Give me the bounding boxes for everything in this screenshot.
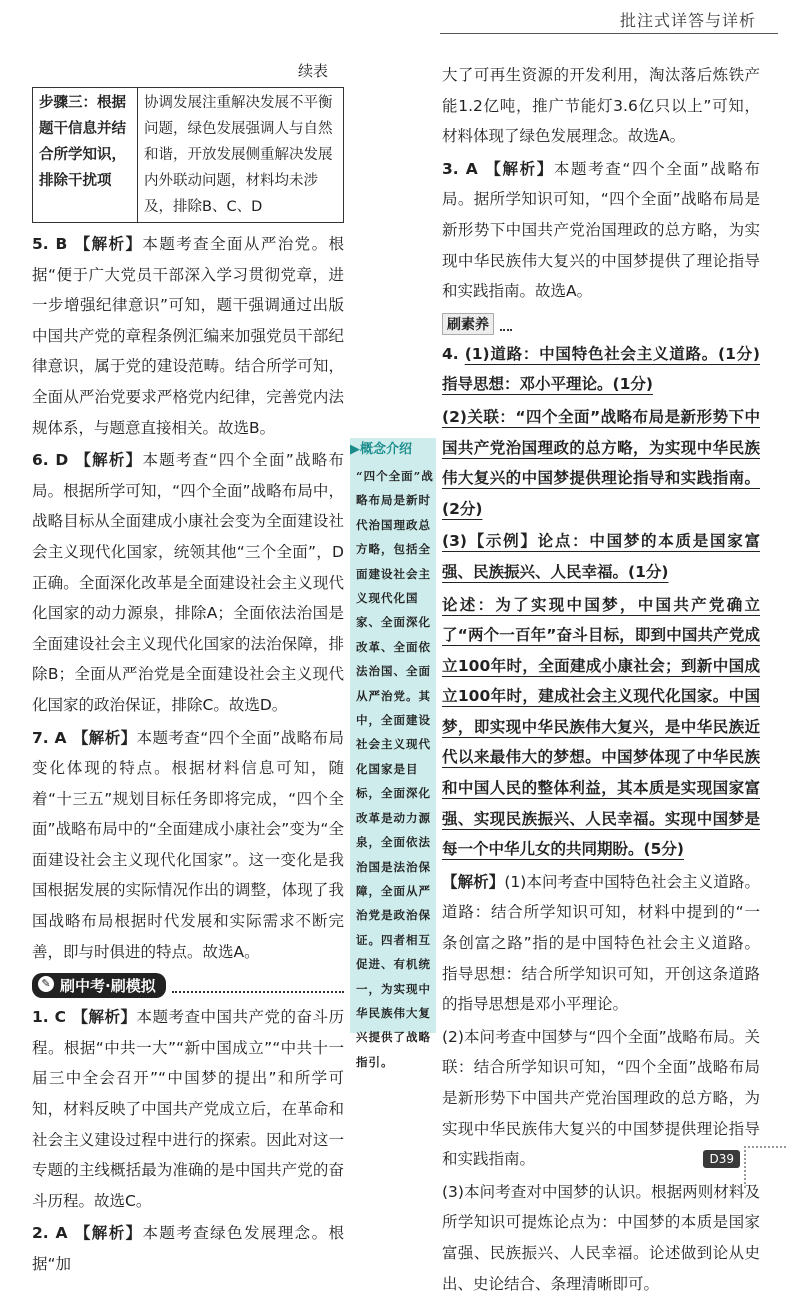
- answer-7: [32, 723, 344, 968]
- literacy-explain-1-text: (1)本问考查中国特色社会主义道路。道路：结合所学知识可知，材料中提到的“一条创富之路”指的是中国特色社会主义道路。指导思想：结合所学知识可知，开创这条道路的指导思想是邓小平理论。: [442, 872, 760, 1014]
- left-column: [32, 60, 344, 1282]
- exam-answer-2-text: 本题考查绿色发展理念。根据“加: [32, 1224, 344, 1273]
- section-banner-exam: [32, 973, 344, 998]
- page-corner-decoration: [744, 1146, 786, 1188]
- literacy-answer-4-a3: (3)【示例】论点：中国梦的本质是国家富强、民族振兴、人民幸福。(1分): [442, 532, 760, 581]
- exam-answer-3-number: 3. A: [442, 159, 478, 178]
- page-number: D39: [703, 1150, 740, 1168]
- exam-answer-3: [442, 154, 760, 307]
- answer-5-tag: 【解析】: [73, 235, 143, 253]
- section-banner-literacy: [442, 313, 760, 335]
- literacy-answer-4-number: 4.: [442, 344, 459, 363]
- section-dotted-line-right: [500, 317, 512, 331]
- answer-6-tag: 【解析】: [74, 451, 143, 470]
- answer-7-text: 本题考查“四个全面”战略布局变化体现的特点。根据材料信息可知，随着“十三五”规划目标任务即将完成，“四个全面”战略布局中的“全面建成小康社会”变为“全面建设社会主义现代化国家”。这一变化是我国根据发展的实际情况作出的调整，体现了我国战略布局根据时代发展和实际需求不断完善，即与时俱进的特点。故选A。: [32, 728, 344, 961]
- literacy-answer-4-a2: (2)关联：“四个全面”战略布局是新形势下中国共产党治国理政的总方略，为实现中华民族伟大复兴的中国梦提供理论指导和实践指南。(2分): [442, 407, 760, 518]
- answer-5-text: 本题考查全面从严治党。根据“便于广大党员干部深入学习贯彻党章，进一步增强纪律意识”可知，题干强调通过出版中国共产党的章程条例汇编来加强党员干部纪律意识，属于党的建设范畴。结合所学可知，全面从严治党要求严格党内纪律，完善党内法规体系，与题意直接相关。故选B。: [32, 235, 344, 437]
- table-content-cell: 协调发展注重解决发展不平衡问题，绿色发展强调人与自然和谐，开放发展侧重解决发展内外联动问题，材料均未涉及，排除B、C、D: [138, 88, 344, 223]
- answer-6-text: 本题考查“四个全面”战略布局。根据所学可知，“四个全面”战略布局中，战略目标从全面建成小康社会变为全面建设社会主义现代化国家，统领其他“三个全面”，D正确。全面深化改革是全面建设社会主义现代化国家的动力源泉，排除A；全面依法治国是全面建设社会主义现代化国家的法治保障，排除B；全面从严治党是全面建设社会主义现代化国家的政治保证，排除C。故选D。: [32, 451, 344, 714]
- literacy-explain-tag: 【解析】: [442, 872, 505, 891]
- exam-answer-2-continued: 大了可再生资源的开发利用，淘汰落后炼铁产能1.2亿吨，推广节能灯3.6亿只以上”可知，材料体现了绿色发展理念。故选A。: [442, 66, 760, 146]
- exam-answer-1-tag: 【解析】: [71, 1008, 137, 1027]
- concept-sidebar-text: “四个全面”战略布局是新时代治国理政总方略，包括全面建设社会主义现代化国家、全面深化改革、全面依法治国、全面从严治党。其中，全面建设社会主义现代化国家是目标，全面深化改革是动力源泉，全面依法治国是法治保障，全面从严治党是政治保证。四者相互促进、有机统一，为实现中华民族伟大复兴提供了战略指引。: [356, 469, 434, 1069]
- header-divider: [440, 33, 778, 34]
- literacy-explain-2: (2)本问考查中国梦与“四个全面”战略布局。关联：结合所学知识可知，“四个全面”战略布局是新形势下中国共产党治国理政的总方略，为实现中华民族伟大复兴的中国梦提供理论指导和实践指南。: [442, 1027, 760, 1169]
- literacy-answer-4-part1: [442, 339, 760, 400]
- right-column: [442, 60, 760, 1301]
- pencil-icon: ✎: [38, 976, 54, 992]
- exam-answer-1-number: 1. C: [32, 1008, 66, 1027]
- header-title: 批注式详答与详析: [619, 11, 756, 30]
- section-title-literacy: 刷素养: [442, 313, 494, 335]
- answer-5-number: 5. B: [32, 235, 68, 253]
- concept-sidebar-title: ▶概念介绍: [350, 442, 412, 457]
- section-title-exam: 刷中考·刷模拟: [60, 977, 156, 996]
- exam-answer-3-tag: 【解析】: [483, 159, 554, 178]
- literacy-answer-4-a1: (1)道路：中国特色社会主义道路。(1分)指导思想：邓小平理论。(1分): [442, 344, 760, 394]
- answer-5: [32, 229, 344, 443]
- answer-6: [32, 445, 344, 720]
- exam-answer-2-tag: 【解析】: [73, 1224, 143, 1243]
- exam-answer-3-text: 本题考查“四个全面”战略布局。据所学知识可知，“四个全面”战略布局是新形势下中国共产党治国理政的总方略，为实现中华民族伟大复兴的中国梦提供了理论指导和实践指南。故选A。: [442, 159, 760, 301]
- continued-table: [32, 87, 344, 223]
- table-step-cell: 步骤三：根据题干信息并结合所学知识，排除干扰项: [33, 88, 138, 223]
- literacy-answer-4-a4: 论述：为了实现中国梦，中国共产党确立了“两个一百年”奋斗目标，即到中国共产党成立100年时，全面建成小康社会；到新中国成立100年时，建成社会主义现代化国家。中国梦，即实现中华民族伟大复兴，是中华民族近代以来最伟大的梦想。中国梦体现了中华民族和中国人民的整体利益，其本质是实现国家富强、实现民族振兴、人民幸福。实现中国梦是每一个中华儿女的共同期盼。(5分): [442, 595, 760, 859]
- literacy-explain-3: (3)本问考查对中国梦的认识。根据两则材料及所学知识可提炼论点为：中国梦的本质是国家富强、民族振兴、人民幸福。论述做到论从史出、史论结合、条理清晰即可。: [442, 1182, 760, 1293]
- exam-answer-2-number: 2. A: [32, 1224, 68, 1243]
- answer-7-tag: 【解析】: [72, 728, 137, 747]
- answer-6-number: 6. D: [32, 451, 69, 470]
- answer-7-number: 7. A: [32, 728, 67, 747]
- exam-answer-1: [32, 1002, 344, 1216]
- section-dotted-line: [172, 979, 344, 993]
- section-badge-exam: [32, 973, 166, 998]
- exam-answer-2: [32, 1218, 344, 1279]
- exam-answer-1-text: 本题考查中国共产党的奋斗历程。根据“中共一大”“新中国成立”“中共十一届三中全会召开”“中国梦的提出”和所学可知，材料反映了中国共产党成立后，在革命和社会主义建设过程中进行的探索。因此对这一专题的主线概括最为准确的是中国共产党的奋斗历程。故选C。: [32, 1008, 344, 1210]
- continued-label: 续表: [297, 62, 328, 80]
- literacy-explain-1: [442, 867, 760, 1020]
